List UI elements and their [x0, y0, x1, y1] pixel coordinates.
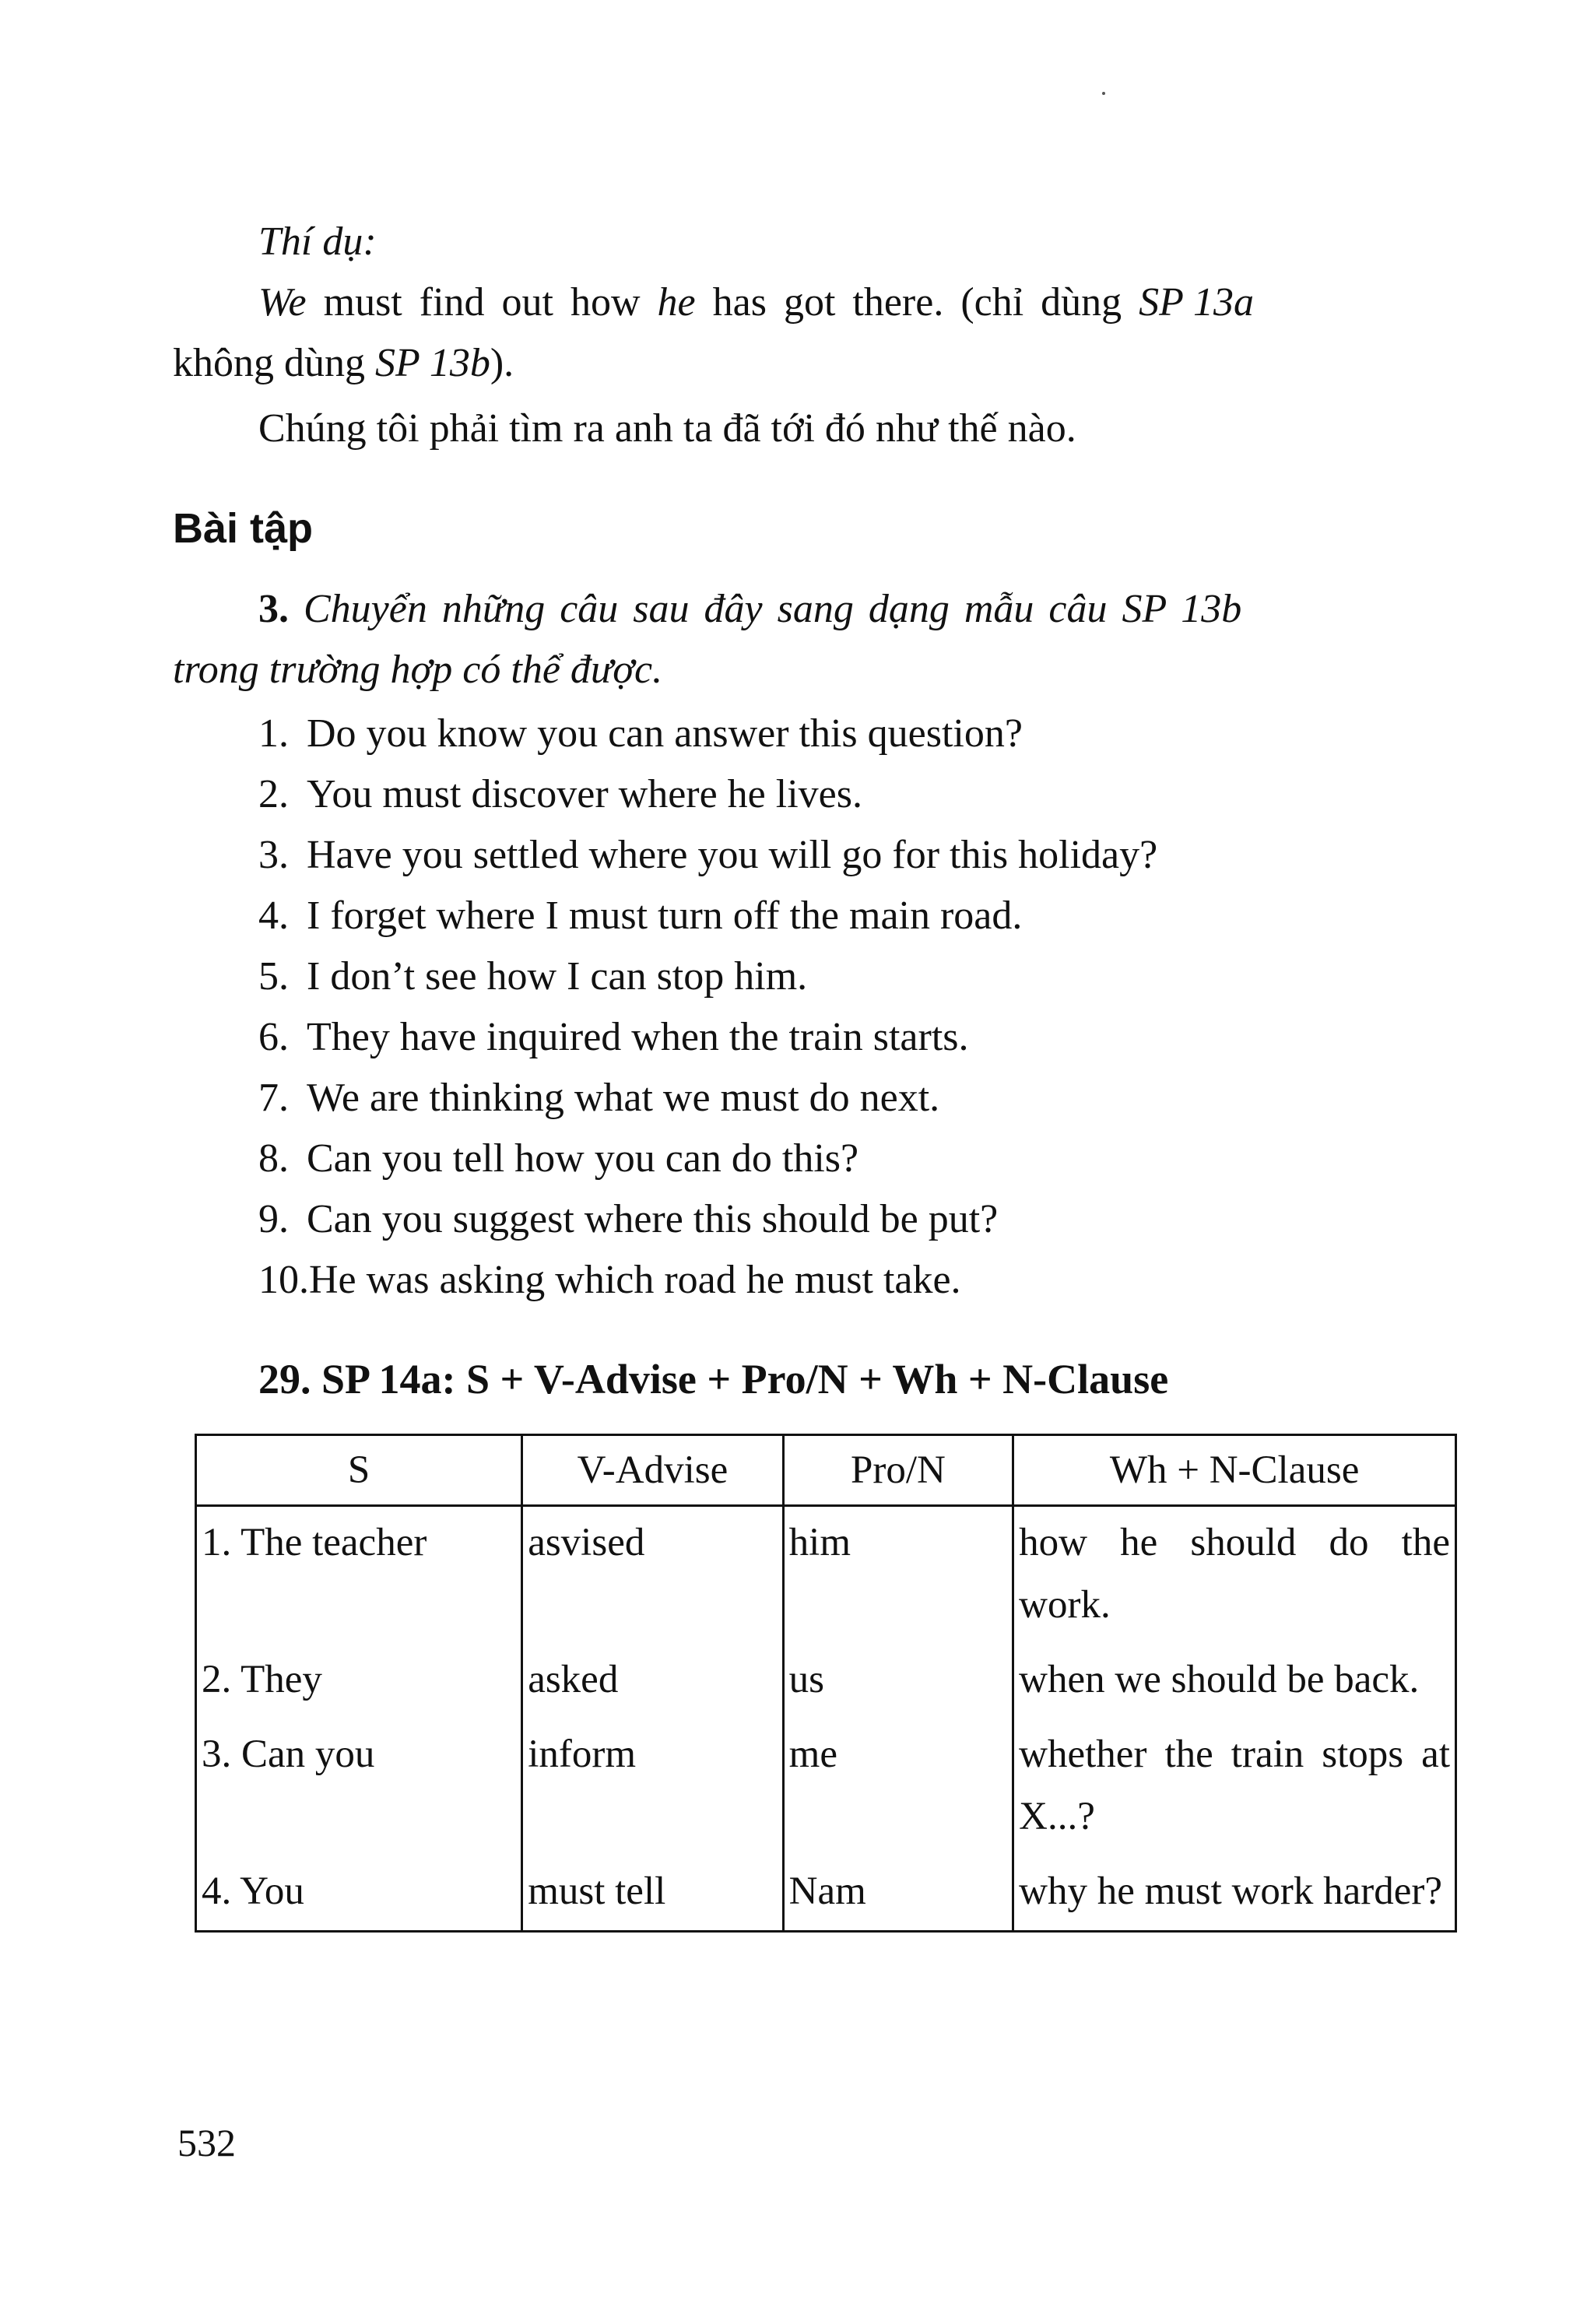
page-number: 532	[177, 2121, 236, 2164]
example-cont-pattern: SP 13b	[375, 341, 490, 385]
cell-clause: why he must work harder?	[1013, 1855, 1456, 1932]
cell-s: 2. They	[196, 1644, 522, 1718]
table-row	[196, 1855, 1456, 1932]
header-pro-n: Pro/N	[783, 1435, 1013, 1506]
example-label: Thí dụ:	[258, 219, 377, 264]
list-item: 5. I don’t see how I can stop him.	[258, 954, 808, 999]
list-item: 8. Can you tell how you can do this?	[258, 1136, 859, 1181]
header-wh-clause: Wh + N-Clause	[1013, 1435, 1456, 1506]
cell-s: 1. The teacher	[196, 1506, 522, 1645]
cell-pron: Nam	[783, 1855, 1013, 1932]
list-item: 4. I forget where I must turn off the main road.	[258, 893, 1023, 938]
list-item: 1. Do you know you can answer this question?	[258, 711, 1023, 756]
cell-verb: asvised	[522, 1506, 783, 1645]
example-sentence-cont	[173, 333, 514, 394]
cell-verb: inform	[522, 1718, 783, 1855]
example-cont-1: không dùng	[173, 341, 375, 385]
exercise-heading: Bài tập	[173, 505, 314, 552]
cell-pron: me	[783, 1718, 1013, 1855]
cell-clause: when we should be back.	[1013, 1644, 1456, 1718]
example-text-1: must find out how	[306, 280, 658, 325]
header-v-advise: V-Advise	[522, 1435, 783, 1506]
cell-clause: how he should do the work.	[1013, 1506, 1456, 1645]
list-item: 10.He was asking which road he must take.	[258, 1258, 961, 1302]
list-item: 2. You must discover where he lives.	[258, 772, 862, 816]
instruction-line2: trong trường hợp có thể được.	[173, 648, 663, 692]
cell-s: 4. You	[196, 1855, 522, 1932]
list-item: 9. Can you suggest where this should be put?	[258, 1197, 999, 1241]
cell-pron: us	[783, 1644, 1013, 1718]
cell-clause: whether the train stops at X...?	[1013, 1718, 1456, 1855]
example-text-2: has got there. (chỉ dùng	[695, 280, 1139, 325]
cell-verb: must tell	[522, 1855, 783, 1932]
instruction-line1: Chuyển những câu sau đây sang dạng mẫu câu SP 13b	[304, 587, 1242, 631]
table-row	[196, 1506, 1456, 1645]
exercise-number: 3.	[258, 587, 289, 631]
table-header-row	[196, 1435, 1456, 1506]
table-row	[196, 1644, 1456, 1718]
scan-speck	[1102, 92, 1105, 95]
header-s: S	[196, 1435, 522, 1506]
cell-verb: asked	[522, 1644, 783, 1718]
cell-pron: him	[783, 1506, 1013, 1645]
section-title: 29. SP 14a: S + V-Advise + Pro/N + Wh + N-Clause	[258, 1356, 1169, 1402]
example-subject: We	[258, 280, 307, 325]
example-sentence	[258, 272, 1457, 333]
table-row	[196, 1718, 1456, 1855]
example-translation: Chúng tôi phải tìm ra anh ta đã tới đó như thế nào.	[258, 406, 1076, 451]
sp14a-table	[195, 1434, 1457, 1933]
example-pronoun: he	[657, 280, 696, 325]
list-item: 7. We are thinking what we must do next.	[258, 1076, 940, 1120]
exercise-instruction	[258, 579, 1241, 640]
example-cont-end: ).	[490, 341, 514, 385]
list-item: 3. Have you settled where you will go for this holiday?	[258, 833, 1158, 877]
cell-s: 3. Can you	[196, 1718, 522, 1855]
list-item: 6. They have inquired when the train starts.	[258, 1015, 969, 1059]
example-pattern-ref: SP 13a	[1139, 280, 1254, 325]
